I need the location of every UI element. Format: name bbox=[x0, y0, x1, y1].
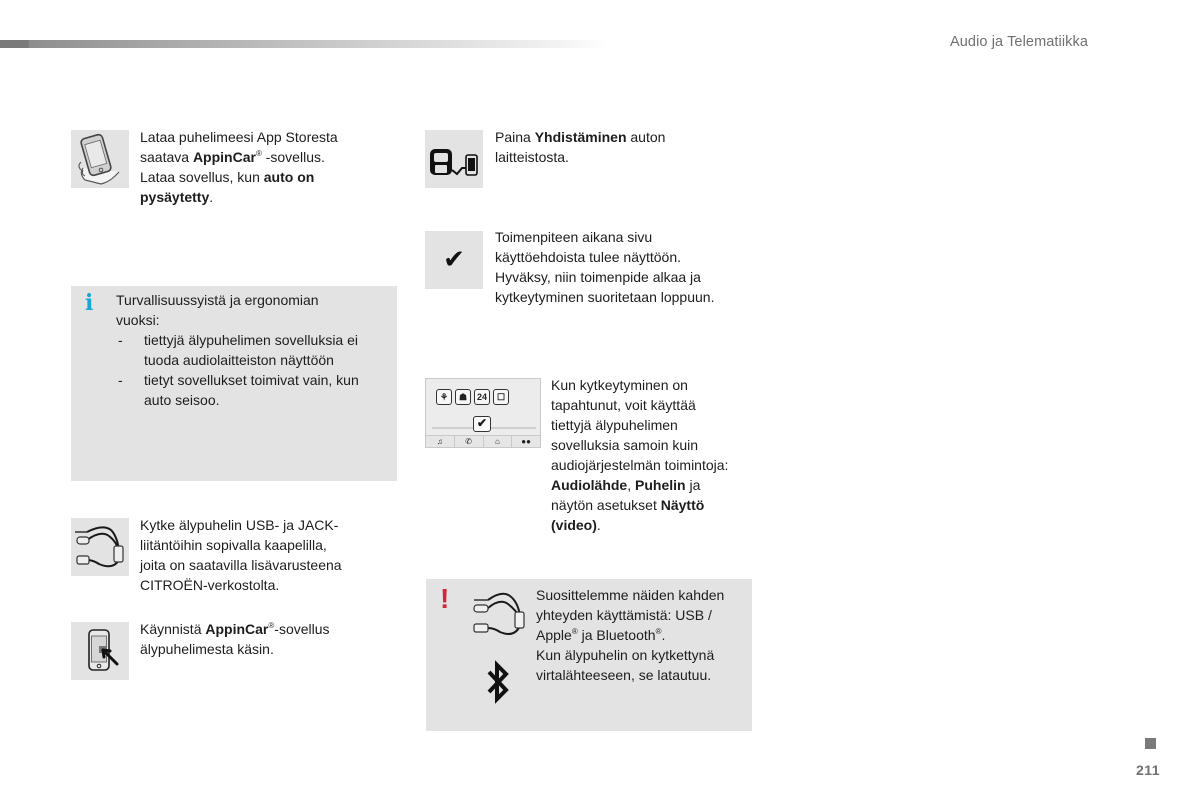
bluetooth-icon bbox=[486, 660, 510, 709]
page-marker bbox=[1145, 738, 1156, 749]
step-connect-cable-text: Kytke älypuhelin USB- ja JACK- liitäntöihin sopivalla kaapelilla, joita on saatavilla lisävarusteena CITROËN-verkostolta. bbox=[140, 517, 342, 593]
step-launch-app-text: Käynnistä AppinCar®-sovellus älypuhelimesta käsin. bbox=[140, 621, 330, 657]
warning-box-text: Suosittelemme näiden kahden yhteyden käyttämistä: USB / Apple® ja Bluetooth®. Kun älypuhelin on kytkettynä virtalähteeseen, se latautuu. bbox=[536, 587, 725, 683]
tile-navigation-icon: ⚘ bbox=[436, 389, 452, 405]
step-download-app-text: Lataa puhelimeesi App Storesta saatava AppinCar® -sovellus. Lataa sovellus, kun auto on pysäytetty. bbox=[140, 129, 338, 205]
screen-nav-bar bbox=[426, 435, 540, 447]
screen-app-tiles bbox=[436, 389, 509, 405]
info-box-text: Turvallisuussyistä ja ergonomian vuoksi: - tiettyjä älypuhelimen sovelluksia ei tuoda audiolaitteiston näyttöön - tietyt sovellukset toimivat vain, kun auto seisoo. bbox=[116, 290, 391, 410]
usb-jack-cable-icon bbox=[71, 518, 129, 576]
warning-icon: ! bbox=[440, 583, 450, 614]
list-item: - tietyt sovellukset toimivat vain, kun auto seisoo. bbox=[118, 372, 359, 408]
tile-24-icon: 24 bbox=[474, 389, 490, 405]
checkmark-icon: ✔ bbox=[425, 231, 483, 289]
step-press-connect-text: Paina Yhdistäminen auton laitteistosta. bbox=[495, 129, 666, 165]
tile-car-icon: ☐ bbox=[493, 389, 509, 405]
section-title: Audio ja Telematiikka bbox=[950, 34, 1089, 50]
connection-icon: ●● bbox=[521, 437, 531, 446]
music-icon: ♫ bbox=[426, 436, 455, 447]
car-phone-connection-icon bbox=[425, 130, 483, 188]
usb-cable-icon bbox=[470, 588, 528, 649]
header-gradient-bar bbox=[0, 40, 610, 48]
tile-contact-icon: ☗ bbox=[455, 389, 471, 405]
head-unit-screen-illustration bbox=[425, 378, 541, 448]
info-icon: i bbox=[85, 290, 94, 316]
page-number: 211 bbox=[1136, 762, 1161, 778]
info-bullet-list bbox=[116, 330, 391, 410]
phone-in-hand-icon bbox=[71, 130, 129, 188]
phone-icon: ✆ bbox=[455, 436, 484, 447]
phone-tap-app-icon bbox=[71, 622, 129, 680]
step-accept-terms-text: Toimenpiteen aikana sivu käyttöehdoista tulee näyttöön. Hyväksy, niin toimenpide alkaa ja kytkeytyminen suoritetaan loppuun. bbox=[495, 229, 715, 305]
step-use-apps-text: Kun kytkeytyminen on tapahtunut, voit käyttää tiettyjä älypuhelimen sovelluksia samoin kuin audiojärjestelmän toimintoja: Audiolähde, Puhelin ja näytön asetukset Näyttö (video). bbox=[551, 377, 729, 533]
list-item: - tiettyjä älypuhelimen sovelluksia ei tuoda audiolaitteiston näyttöön bbox=[118, 332, 358, 368]
home-icon: ⌂ bbox=[484, 436, 513, 447]
screen-check-icon: ✔ bbox=[473, 416, 491, 432]
